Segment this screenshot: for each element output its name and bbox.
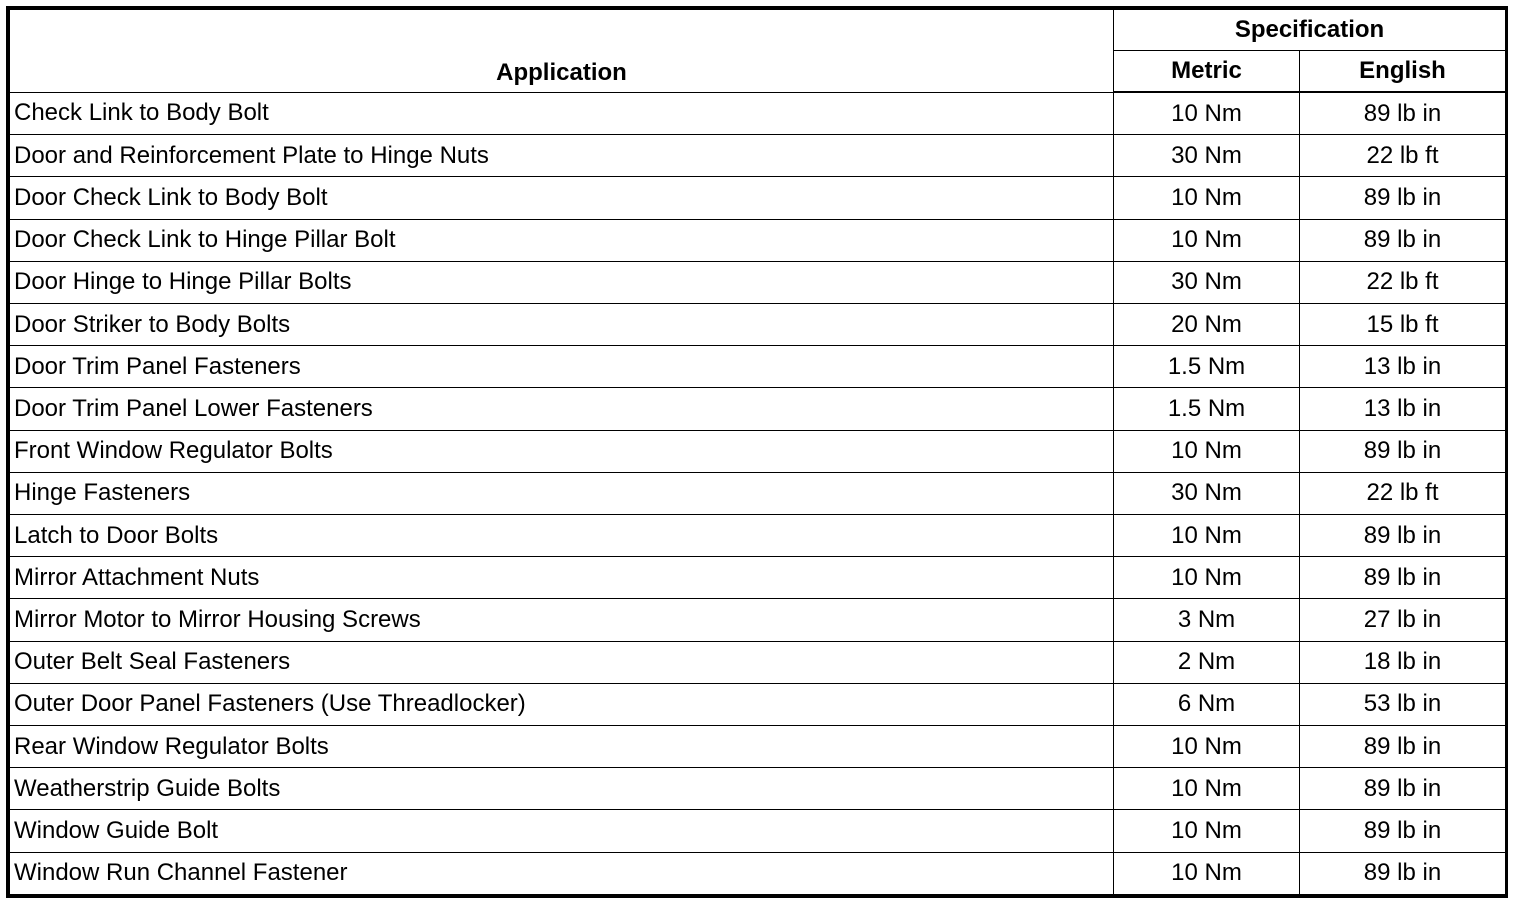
cell-english: 27 lb in: [1300, 599, 1506, 641]
cell-metric: 1.5 Nm: [1114, 346, 1300, 388]
cell-metric: 10 Nm: [1114, 92, 1300, 135]
cell-english: 13 lb in: [1300, 388, 1506, 430]
table-row: [10, 768, 1506, 810]
table-body: [10, 92, 1506, 895]
cell-english: 89 lb in: [1300, 430, 1506, 472]
table-row: [10, 515, 1506, 557]
cell-application: Door and Reinforcement Plate to Hinge Nuts: [10, 135, 1114, 177]
cell-english: 89 lb in: [1300, 726, 1506, 768]
table-row: [10, 557, 1506, 599]
cell-application: Window Guide Bolt: [10, 810, 1114, 852]
cell-application: Door Check Link to Hinge Pillar Bolt: [10, 219, 1114, 261]
cell-application: Door Check Link to Body Bolt: [10, 177, 1114, 219]
cell-metric: 3 Nm: [1114, 599, 1300, 641]
cell-english: 89 lb in: [1300, 515, 1506, 557]
cell-application: Check Link to Body Bolt: [10, 92, 1114, 135]
cell-metric: 1.5 Nm: [1114, 388, 1300, 430]
cell-english: 22 lb ft: [1300, 135, 1506, 177]
cell-english: 89 lb in: [1300, 92, 1506, 135]
cell-metric: 30 Nm: [1114, 135, 1300, 177]
table-row: [10, 304, 1506, 346]
table-row: [10, 683, 1506, 725]
cell-metric: 6 Nm: [1114, 683, 1300, 725]
cell-application: Mirror Motor to Mirror Housing Screws: [10, 599, 1114, 641]
table-row: [10, 135, 1506, 177]
cell-metric: 30 Nm: [1114, 261, 1300, 303]
cell-english: 89 lb in: [1300, 852, 1506, 894]
cell-metric: 10 Nm: [1114, 557, 1300, 599]
cell-application: Rear Window Regulator Bolts: [10, 726, 1114, 768]
cell-english: 89 lb in: [1300, 177, 1506, 219]
header-application: Application: [10, 10, 1114, 93]
cell-metric: 10 Nm: [1114, 726, 1300, 768]
cell-english: 22 lb ft: [1300, 261, 1506, 303]
cell-application: Outer Belt Seal Fasteners: [10, 641, 1114, 683]
cell-metric: 10 Nm: [1114, 768, 1300, 810]
table-row: [10, 346, 1506, 388]
cell-english: 89 lb in: [1300, 810, 1506, 852]
cell-english: 15 lb ft: [1300, 304, 1506, 346]
table-row: [10, 177, 1506, 219]
cell-metric: 2 Nm: [1114, 641, 1300, 683]
cell-english: 89 lb in: [1300, 768, 1506, 810]
cell-metric: 10 Nm: [1114, 852, 1300, 894]
cell-application: Front Window Regulator Bolts: [10, 430, 1114, 472]
table-row: [10, 641, 1506, 683]
header-metric: Metric: [1114, 51, 1300, 93]
cell-application: Door Hinge to Hinge Pillar Bolts: [10, 261, 1114, 303]
cell-metric: 10 Nm: [1114, 810, 1300, 852]
table-row: [10, 430, 1506, 472]
cell-application: Door Striker to Body Bolts: [10, 304, 1114, 346]
cell-application: Latch to Door Bolts: [10, 515, 1114, 557]
table-row: [10, 599, 1506, 641]
cell-metric: 10 Nm: [1114, 430, 1300, 472]
cell-application: Outer Door Panel Fasteners (Use Threadlocker): [10, 683, 1114, 725]
cell-application: Hinge Fasteners: [10, 472, 1114, 514]
cell-english: 53 lb in: [1300, 683, 1506, 725]
cell-application: Weatherstrip Guide Bolts: [10, 768, 1114, 810]
table-row: [10, 92, 1506, 135]
cell-application: Door Trim Panel Fasteners: [10, 346, 1114, 388]
header-specification: Specification: [1114, 10, 1506, 51]
table-row: [10, 726, 1506, 768]
cell-application: Mirror Attachment Nuts: [10, 557, 1114, 599]
cell-metric: 10 Nm: [1114, 219, 1300, 261]
cell-english: 89 lb in: [1300, 219, 1506, 261]
cell-english: 89 lb in: [1300, 557, 1506, 599]
table-row: [10, 810, 1506, 852]
table-row: [10, 388, 1506, 430]
cell-application: Window Run Channel Fastener: [10, 852, 1114, 894]
cell-metric: 30 Nm: [1114, 472, 1300, 514]
cell-english: 18 lb in: [1300, 641, 1506, 683]
table-row: [10, 472, 1506, 514]
cell-metric: 20 Nm: [1114, 304, 1300, 346]
cell-application: Door Trim Panel Lower Fasteners: [10, 388, 1114, 430]
cell-english: 13 lb in: [1300, 346, 1506, 388]
cell-english: 22 lb ft: [1300, 472, 1506, 514]
table-row: [10, 261, 1506, 303]
cell-metric: 10 Nm: [1114, 177, 1300, 219]
torque-specification-table: [6, 6, 1508, 898]
cell-metric: 10 Nm: [1114, 515, 1300, 557]
table-row: [10, 852, 1506, 894]
table-row: [10, 219, 1506, 261]
header-english: English: [1300, 51, 1506, 93]
